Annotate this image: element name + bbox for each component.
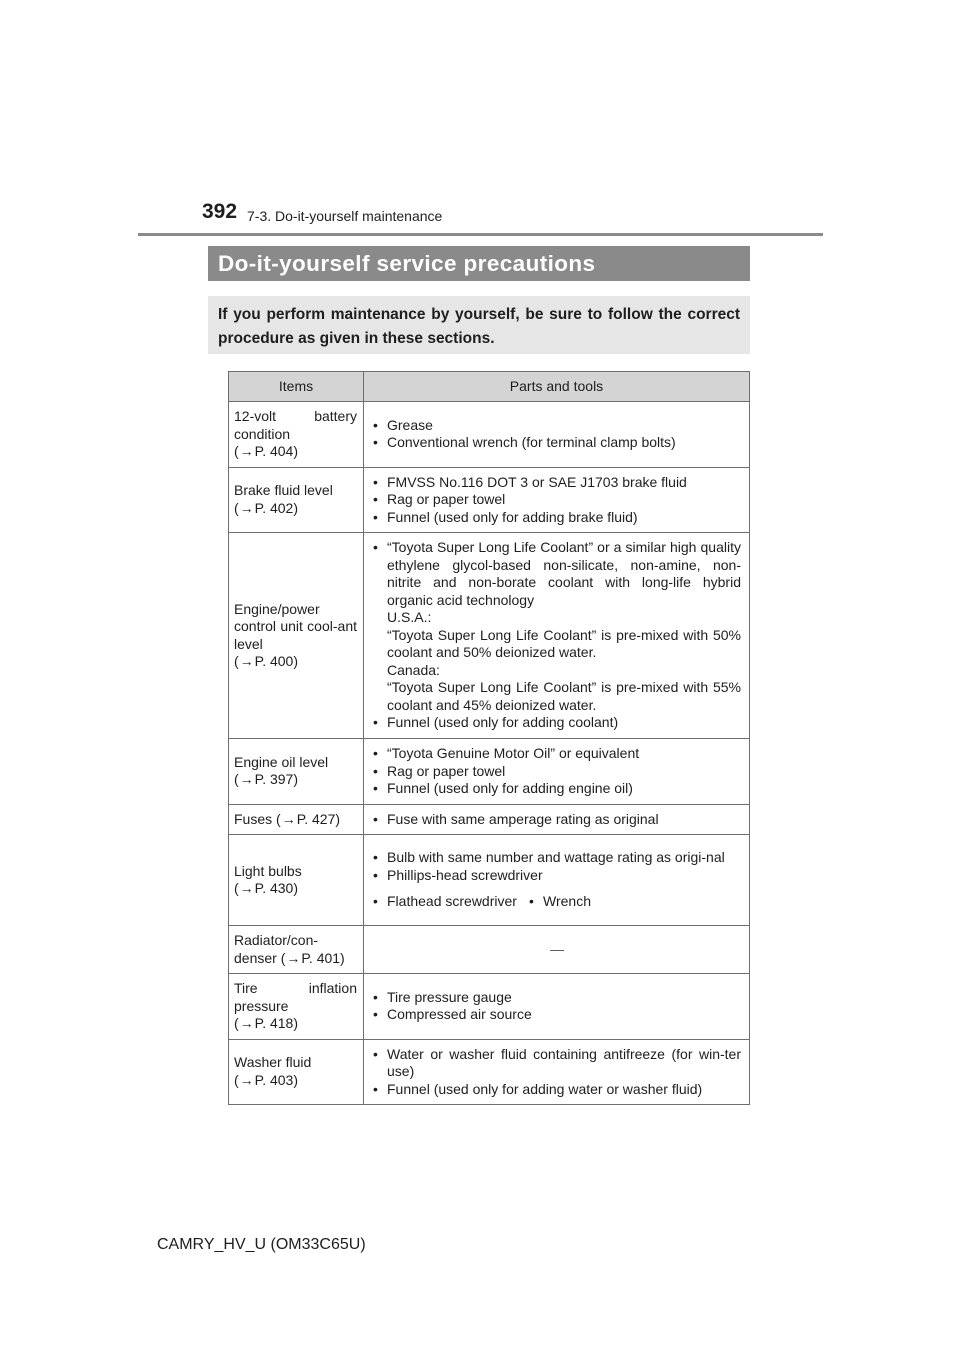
parts-cell [364,467,750,533]
item-name: Engine/power control unit cool-ant level [234,600,357,652]
table-row [229,926,750,974]
page-reference[interactable]: P. 401 [301,949,341,966]
footer-model-code: CAMRY_HV_U (OM33C65U) [157,1236,366,1253]
arrow-icon: → [239,1015,254,1031]
item-cell: Radiator/con-denser (→P. 401) [229,926,364,974]
table-header-row [229,372,750,402]
item-cell: Light bulbs (→P. 430) [229,835,364,926]
page-reference[interactable]: P. 403 [254,1071,294,1088]
arrow-icon: → [239,443,254,459]
page-reference[interactable]: P. 430 [254,880,294,896]
arrow-icon: → [239,1071,254,1088]
item-name: Brake fluid level [234,482,333,499]
page-number: 392 [202,200,238,223]
arrow-icon: → [286,949,301,966]
list-item: • Funnel (used only for adding coolant) [373,714,741,732]
item-name: Tire inflation pressure [234,980,357,1014]
item-cell: Engine oil level (→P. 397) [229,739,364,805]
table-row [229,467,750,533]
header-items: Items [229,372,364,402]
coolant-spec: • “Toyota Super Long Life Coolant” or a similar high quality ethylene glycol-based non-silicate, non-amine, non-nitrite and non-borate coolant with long-life hybrid organic acid technology [387,539,741,608]
page-reference[interactable]: P. 397 [254,771,294,788]
list-item: • Conventional wrench (for terminal clamp bolts) [373,434,741,452]
canada-text: “Toyota Super Long Life Coolant” is pre-mixed with 55% coolant and 45% deionized water. [387,679,741,713]
item-cell: Tire inflation pressure (→P. 418) [229,974,364,1040]
item-name: Light bulbs [234,862,302,879]
parts-cell [364,402,750,468]
section-title: 7-3. Do-it-yourself maintenance [247,208,443,224]
parts-cell [364,974,750,1040]
page-reference[interactable]: P. 402 [254,499,294,516]
page-reference[interactable]: P. 404 [254,443,294,459]
item-cell: Washer fluid (→P. 403) [229,1039,364,1105]
page-reference[interactable]: P. 418 [254,1015,294,1031]
list-item: • Funnel (used only for adding water or washer fluid) [373,1081,741,1099]
list-item: • Funnel (used only for adding brake fluid) [373,509,741,527]
no-parts-dash: — [550,940,564,957]
arrow-icon: → [239,653,254,669]
list-item: • Bulb with same number and wattage rating as origi-nal [373,849,741,867]
item-name: Fuses [234,810,273,827]
header-parts: Parts and tools [364,372,750,402]
table-row [229,533,750,739]
title-banner [208,246,750,281]
parts-cell [364,835,750,926]
item-cell: Engine/power control unit cool-ant level (→P. 400) [229,533,364,739]
usa-label: U.S.A.: [387,609,432,626]
arrow-icon: → [239,880,254,896]
list-item: • Grease [373,417,741,435]
parts-cell [364,739,750,805]
item-cell: Fuses (→P. 427) [229,804,364,835]
parts-cell [364,804,750,835]
item-name: Washer fluid [234,1054,312,1071]
intro-box [208,296,750,354]
canada-label: Canada: [387,661,440,678]
list-item: • Fuse with same amperage rating as original [373,811,741,829]
item-cell: 12-volt battery condition (→P. 404) [229,402,364,468]
intro-text: If you perform maintenance by yourself, be sure to follow the correct procedure as given in these sections. [218,306,740,347]
page-title: Do-it-yourself service precautions [218,251,596,276]
parts-cell [364,533,750,739]
list-item: • Funnel (used only for adding engine oil) [373,780,741,798]
item-name: Engine oil level [234,753,329,770]
table-row [229,402,750,468]
list-item: • Compressed air source [373,1006,741,1024]
item-name: Radiator/con-denser [234,932,319,966]
table-row [229,974,750,1040]
table-row [229,739,750,805]
list-item: • FMVSS No.116 DOT 3 or SAE J1703 brake fluid [373,474,741,492]
usa-text: “Toyota Super Long Life Coolant” is pre-mixed with 50% coolant and 50% deionized water. [387,626,741,661]
arrow-icon: → [239,499,254,516]
page-reference[interactable]: P. 400 [254,653,294,669]
list-item: • Flathead screwdriver [373,893,529,911]
list-item: • Tire pressure gauge [373,989,741,1007]
item-name: 12-volt battery condition [234,408,357,442]
parts-cell [364,1039,750,1105]
list-item: • “Toyota Genuine Motor Oil” or equivalent [373,745,741,763]
list-item: • Water or washer fluid containing antifreeze (for win-ter use) [373,1046,741,1081]
list-item: • Wrench [529,893,591,911]
parts-table [228,371,750,1105]
table-row [229,804,750,835]
list-item: • Rag or paper towel [373,491,741,509]
list-item [373,539,741,714]
page-reference[interactable]: P. 427 [296,810,336,827]
list-item: • Phillips-head screwdriver [373,867,741,885]
header-divider [138,233,823,236]
table-row [229,1039,750,1105]
arrow-icon: → [281,810,296,827]
table-row [229,835,750,926]
item-cell: Brake fluid level (→P. 402) [229,467,364,533]
tool-pair [373,893,741,911]
list-item: • Rag or paper towel [373,763,741,781]
arrow-icon: → [239,771,254,788]
parts-cell [364,926,750,974]
